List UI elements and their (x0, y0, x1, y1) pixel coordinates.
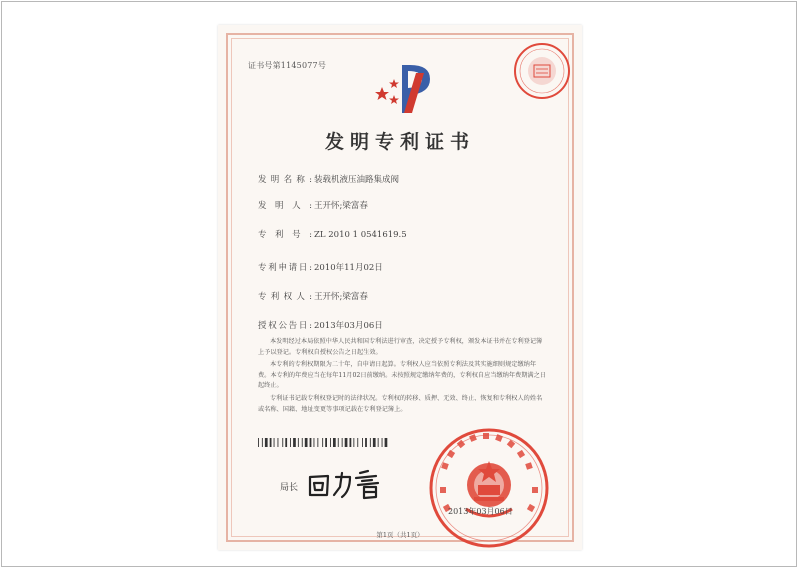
field-label: 授权公告日: (258, 321, 312, 331)
director-signature-icon (306, 465, 388, 503)
field-publication-date (258, 319, 383, 331)
field-value: 王开怀;梁富春 (314, 292, 368, 302)
barcode-icon (258, 438, 388, 447)
page-number: 第1页（共1页） (376, 531, 424, 539)
field-value: 装载机液压油路集成阀 (314, 175, 400, 185)
certificate-number: 证书号第1145077号 (248, 61, 327, 70)
field-label: 专利申请日: (258, 263, 312, 273)
patent-office-logo-icon (372, 59, 438, 119)
field-label: 发明人: (258, 201, 312, 211)
field-label: 专利权人: (258, 292, 312, 302)
seal-date: 2013年03月06日 (448, 507, 513, 516)
field-value: ZL 2010 1 0541619.5 (314, 230, 407, 240)
patent-agency-seal-icon (512, 41, 572, 101)
director-label: 局长 (280, 483, 299, 493)
certificate-title: 发明专利证书 (324, 131, 475, 153)
field-invention-name (258, 173, 399, 185)
field-label: 发明名称: (258, 175, 312, 185)
field-value: 王开怀;梁富春 (314, 201, 368, 211)
field-label: 专利号: (258, 230, 312, 240)
field-value: 2013年03月06日 (314, 321, 383, 331)
paragraph-grant: 本发明经过本局依照中华人民共和国专利法进行审查，决定授予专利权，颁发本证书并在专利登记簿上予以登记。专利权自授权公告之日起生效。 (258, 338, 543, 356)
field-patentee (258, 290, 368, 302)
field-inventor (258, 199, 368, 211)
field-application-date (258, 261, 383, 273)
paragraph-register: 专利证书记载专利权登记时的法律状况。专利权的转移、质押、无效、终止、恢复和专利权人的姓名或名称、国籍、地址变更等事项记载在专利登记簿上。 (258, 395, 543, 413)
field-patent-number (258, 228, 407, 240)
certificate-sheet (218, 25, 582, 550)
field-value: 2010年11月02日 (314, 263, 383, 273)
paragraph-term: 本专利的专利权期限为二十年，自申请日起算。专利权人应当依照专利法及其实施细则规定缴纳年费。本专利的年费应当在每年11月02日前缴纳。未按照规定缴纳年费的，专利权自应当缴纳年费期满之日起终止。 (258, 361, 546, 389)
